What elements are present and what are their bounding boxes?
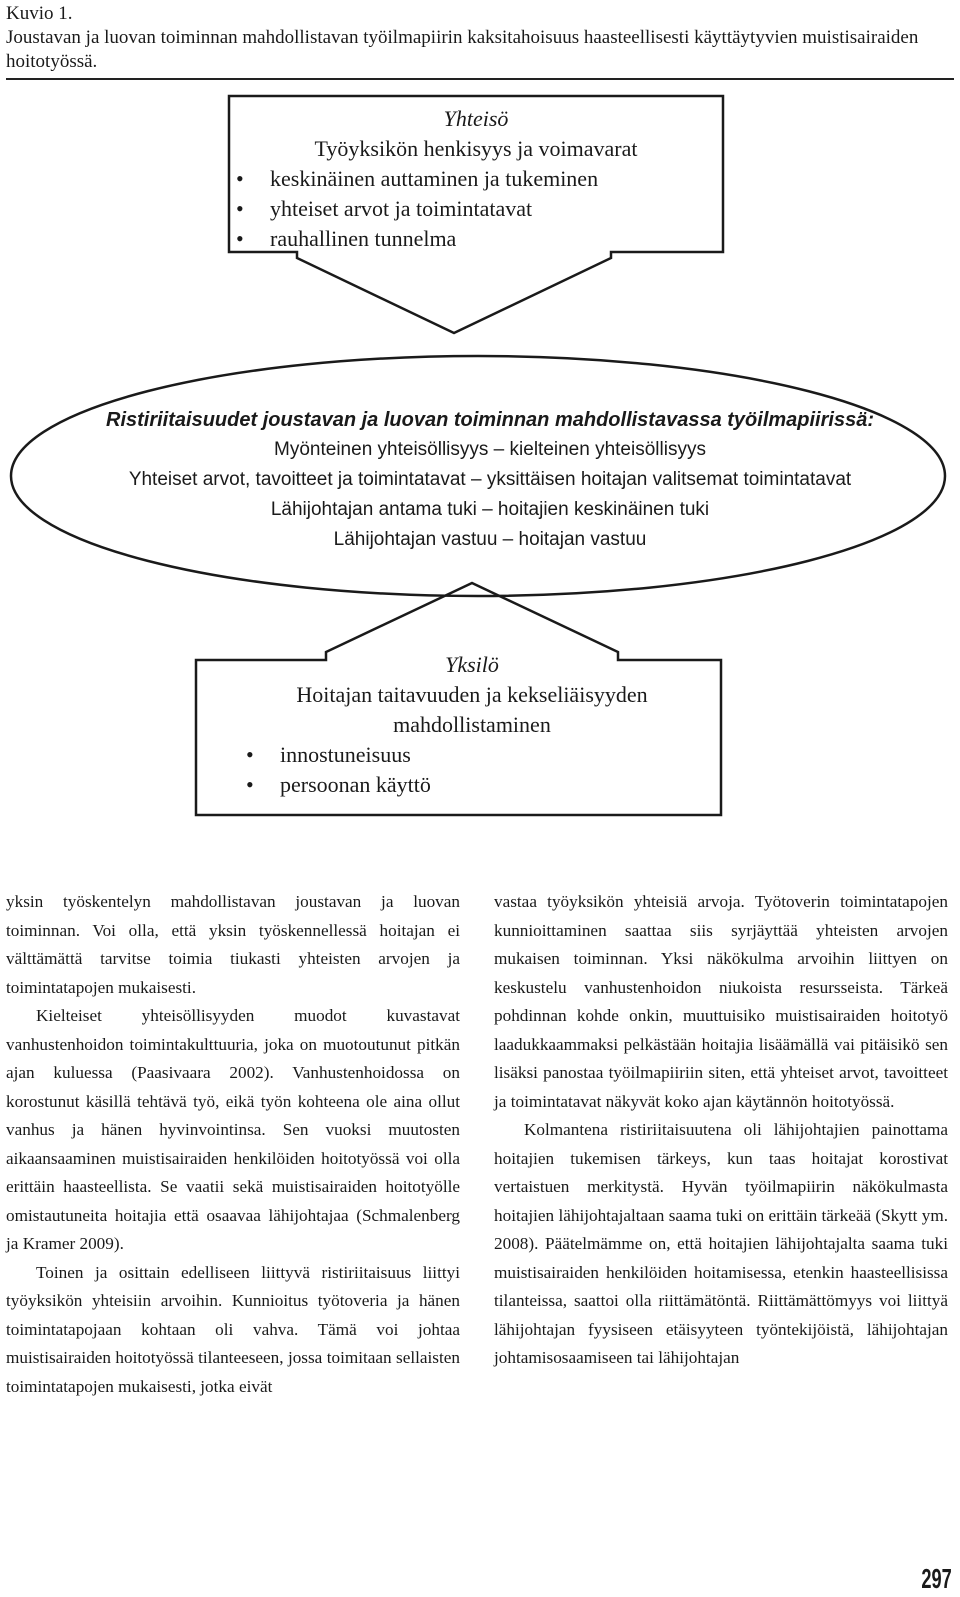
paragraph: Toinen ja osittain edelliseen liittyvä ristiriitaisuus liittyi työyksikön yhteisiin arvoihin. Kunnioitus työtoveria ja hänen toimintatapojaan kohtaan oli vahva. Tämä voi johtaa muistisairaiden hoitotyössä tilanteeseen, jossa toimitaan sellaisten toimintatapojen mukaisesti, jotka eivät [6,1262,460,1396]
paragraph: vastaa työyksikön yhteisiä arvoja. Työtoverin toimintatapojen kunnioittaminen saattaa siis syrjäyttää yhteisten arvojen mukaisen toiminnan. Yksi näkökulma arvoihin liittyen on keskustelu vanhustenhoidon niukoista resursseista. Tärkeä pohdinnan kohde onkin, muuttuisiko muistisairaiden hoitotyö laadukkaammaksi pelkästään hoitajia lisäämällä vai pitäisikö sen lisäksi panostaa työilmapiiriin siten, että yhteiset arvot, tavoitteet ja toimintatavat näkyvät koko ajan käytännön hoitotyössä. [494,892,948,1111]
page-number: 297 [921,1563,952,1594]
ellipse-line: Lähijohtajan antama tuki – hoitajien keskinäinen tuki [270,499,710,520]
list-item: • keskinäinen auttaminen ja tukeminen [232,164,720,194]
ellipse-text [50,405,930,555]
list-item: • innostuneisuus [242,740,702,770]
list-item: • persoonan käyttö [242,770,702,800]
right-column [494,888,948,1373]
bottom-box-subtitle: Hoitajan taitavuuden ja kekseliäisyyden [296,682,648,707]
bottom-box-title: Yksilö [445,652,499,677]
paragraph: Kolmantena ristiriitaisuutena oli lähijohtajien painottama hoitajien tukemisen tärkeys, kun taas hoitajat korostivat vertaistuen merkitystä. Hyvän työilmapiirin näkökulmasta hoitajien lähijohtajaltaan saama tuki on erittäin tärkeää (Skytt ym. 2008). Päätelmämme on, että hoitajien lähijohtajalta saama tuki muistisairaiden henkilöiden hoitamisessa, etenkin haasteellisissa tilanteissa, saattoi olla riittämätöntä. Riittämättömyys voi liittyä lähijohtajan fyysiseen etäisyyteen työntekijöistä, lähijohtajan johtamisosaamiseen tai lähijohtajan [494,1120,948,1367]
figure-caption-text: Joustavan ja luovan toiminnan mahdollistavan työilmapiirin kaksitahoisuus haasteellisesti käyttäytyvien muistisairaiden hoitotyössä. [6,27,919,72]
list-item: • yhteiset arvot ja toimintatavat [232,194,720,224]
left-column [6,888,460,1401]
paragraph: Kielteiset yhteisöllisyyden muodot kuvastavat vanhustenhoidon toimintakulttuuria, joka on muotoutunut pitkän ajan kuluessa (Paasivaara 2002). Vanhustenhoidossa on korostunut käsillä tehtävä työ, eikä työn kohteena ole aina ollut vanhus ja hänen hyvinvointinsa. Sen vuoksi muutosten aikaansaaminen muistisairaiden henkilöiden hoitotyössä voi olla erittäin haasteellista. Se vaatii sekä muistisairaiden hoitotyölle omistautuneita hoitajia että osaavaa lähijohtajaa (Schmalenberg ja Kramer 2009). [6,1006,460,1253]
ellipse-line: Lähijohtajan vastuu – hoitajan vastuu [333,529,647,550]
ellipse-heading: Ristiriitaisuudet joustavan ja luovan toiminnan mahdollistavassa työilmapiirissä: [106,409,874,431]
top-box-list [232,164,720,254]
bottom-box [242,650,702,800]
ellipse-line: Yhteiset arvot, tavoitteet ja toimintatavat – yksittäisen hoitajan valitsemat toimintatavat [128,469,852,490]
top-box-subtitle: Työyksikön henkisyys ja voimavarat [314,136,638,161]
top-box-title: Yhteisö [443,106,509,131]
list-item: • rauhallinen tunnelma [232,224,720,254]
bottom-box-subtitle: mahdollistaminen [393,712,551,737]
bottom-box-list [242,740,702,800]
paragraph: yksin työskentelyn mahdollistavan joustavan ja luovan toiminnan. Voi olla, että yksin työskennellessä hoitajan ei välttämättä tarvitse toimia tiukasti yhteisten arvojen ja toimintatapojen mukaisesti. [6,892,460,997]
top-box [232,104,720,254]
ellipse-line: Myönteinen yhteisöllisyys – kielteinen yhteisöllisyys [274,439,706,460]
figure-label: Kuvio 1. [6,3,73,24]
